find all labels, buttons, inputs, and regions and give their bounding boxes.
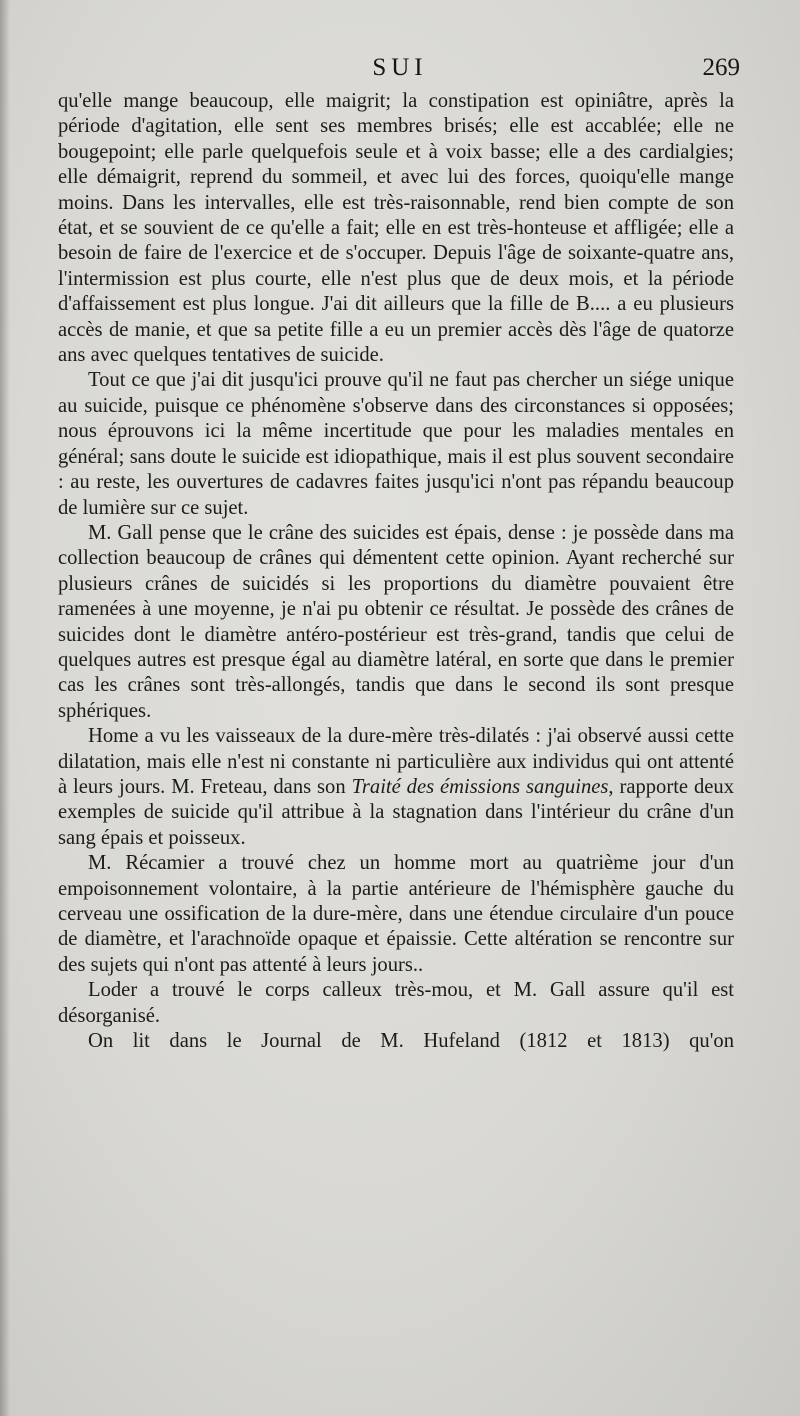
binding-shadow — [0, 0, 10, 1416]
paragraph-suicide-siege: Tout ce que j'ai dit jusqu'ici prouve qu'il ne faut pas chercher un siége unique au suicide, puisque ce phénomène s'observe dans des circonstances si opposées; nous éprouvons ici la même incertitude que pour les maladies mentales en général; sans doute le suicide est idiopathique, mais il est plus souvent secondaire : au reste, les ouvertures de cadavres faites jusqu'ici n'ont pas répandu beaucoup de lumière sur ce sujet. — [58, 369, 734, 519]
paragraph-recamier: M. Récamier a trouvé chez un homme mort au quatrième jour d'un empoisonnement volontaire, à la partie antérieure de l'hémisphère gauche du cerveau une ossification de la dure-mère, dans une étendue circulaire d'un pouce de diamètre, et l'arachnoïde opaque et épaissie. Cette altération se rencontre sur des sujets qui n'ont pas attenté à leurs jours.. — [58, 852, 734, 976]
page-header — [60, 54, 740, 88]
paragraph-home-vaisseaux — [58, 724, 734, 851]
paragraph-hufeland: On lit dans le Journal de M. Hufeland (1812 et 1813) qu'on — [88, 1030, 734, 1053]
body-text — [58, 89, 734, 1054]
paragraph-gall-crane: M. Gall pense que le crâne des suicides est épais, dense : je possède dans ma collection beaucoup de crânes qui démentent cette opinion. Ayant recherché sur plusieurs crânes de suicidés si les proportions du diamètre pouvaient être ramenées à une moyenne, je n'ai pu obtenir ce résultat. Je possède des crânes de suicides dont le diamètre antéro-postérieur est très-grand, tandis que celui de quelques autres est presque égal au diamètre latéral, en sorte que dans le premier cas les crânes sont très-allongés, tandis que dans le second ils sont presque sphériques. — [58, 521, 734, 722]
book-title-italic: Traité des émissions sanguines — [351, 775, 609, 798]
paragraph-home-text-before: Home a vu les vaisseaux de la dure-mère très-dilatés : j'ai observé aussi cette dilatation, mais elle n'est ni constante ni particulière aux individus qui ont attenté à leurs jours. M. Freteau, dans son — [58, 725, 734, 798]
paragraph-home-text-after: , rapporte deux exemples de suicide qu'il attribue à la stagnation dans l'intérieur du crâne d'un sang épais et poisseux. — [58, 775, 735, 849]
page-number: 269 — [702, 54, 740, 81]
running-head: SUI — [372, 54, 428, 81]
paragraph-continued: qu'elle mange beaucoup, elle maigrit; la constipation est opiniâtre, après la période d'agitation, elle sent ses membres brisés; elle est accablée; elle ne bougepoint; elle parle quelquefois seule et à voix basse; elle a des cardialgies; elle démaigrit, reprend du sommeil, et avec lui des forces, quoiqu'elle mange moins. Dans les intervalles, elle est très-raisonnable, rend bien compte de son état, et se souvient de ce qu'elle a fait; elle en est très-honteuse et affligée; elle a besoin de faire de l'exercice et de s'occuper. Depuis l'âge de soixante-quatre ans, l'intermission est plus courte, elle n'est plus que de deux mois, et la période d'affaissement est plus longue. J'ai dit ailleurs que la fille de B.... a eu plusieurs accès de manie, et que sa petite fille a eu un premier accès dès l'âge de quatorze ans avec quelques tentatives de suicide. — [58, 90, 734, 367]
paragraph-loder: Loder a trouvé le corps calleux très-mou, et M. Gall assure qu'il est désorganisé. — [58, 979, 734, 1027]
